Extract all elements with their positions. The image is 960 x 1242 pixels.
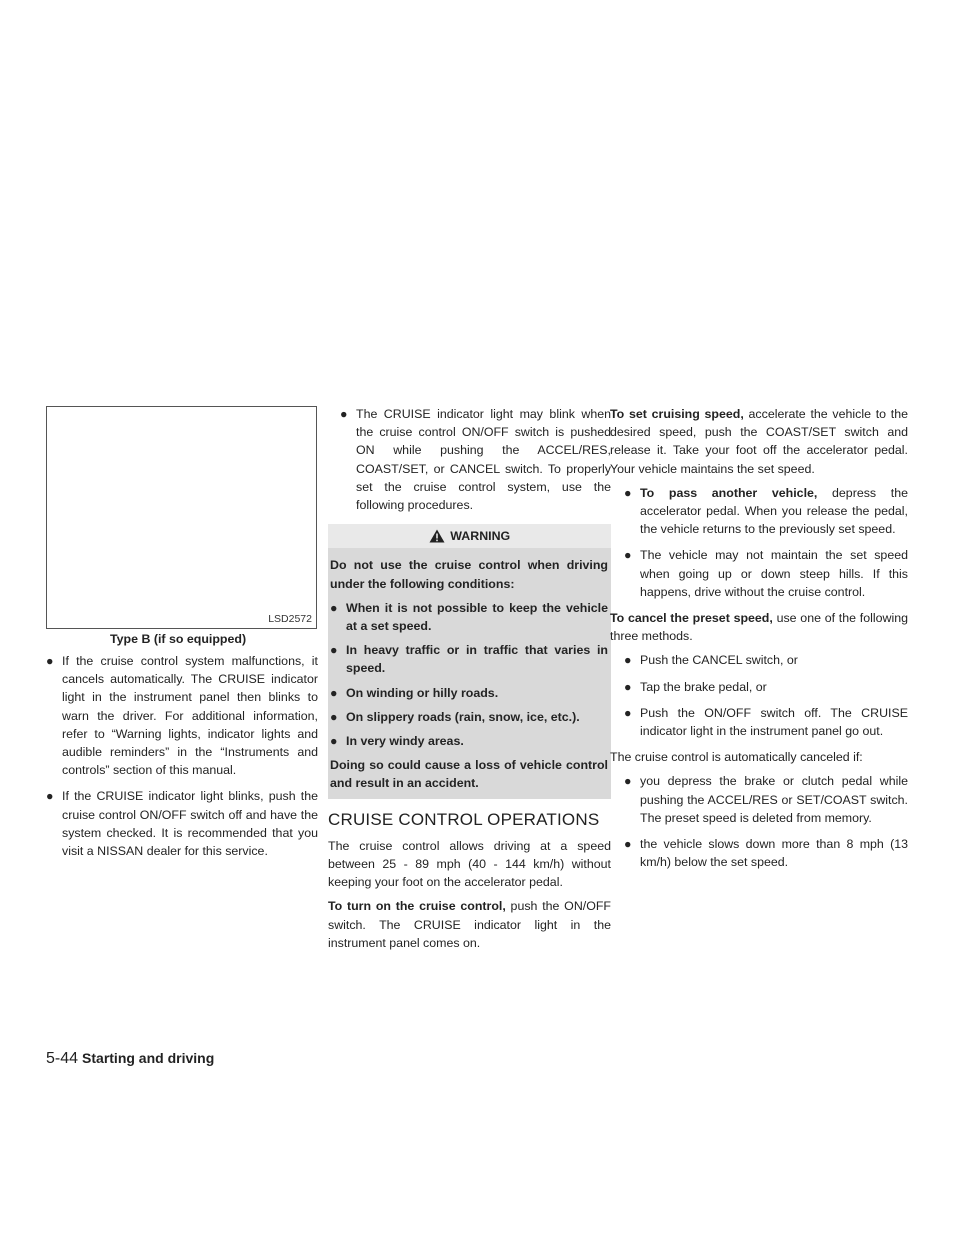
bullet-icon: ● [330,600,338,615]
warning-title: WARNING [450,529,511,544]
page-number: 5-44 [46,1050,79,1067]
column-middle [328,405,611,958]
bullet-icon: ● [624,705,632,720]
bullet-icon: ● [624,837,632,852]
column-left [46,652,318,868]
list-item: ● To pass another vehicle, depress the accelerator pedal. When you release the pedal, the vehicle returns to the previously set speed. [624,485,908,537]
bullet-icon: ● [624,485,632,500]
bullet-icon: ● [624,653,632,668]
list-item: ● If the CRUISE indicator light blinks, push the cruise control ON/OFF switch off and have the system checked. It is recommended that you visit a NISSAN dealer for this service. [46,789,318,859]
list-item: ● The vehicle may not maintain the set speed when going up or down steep hills. If this happens, drive without the cruise control. [624,548,908,599]
paragraph: To turn on the cruise control, push the ON/OFF switch. The CRUISE indicator light in the instrument panel comes on. [328,899,611,950]
warning-header [328,524,611,548]
chapter-title: Starting and driving [82,1050,215,1066]
warning-box [328,524,611,798]
list-item: ● If the cruise control system malfunctions, it cancels automatically. The CRUISE indicator light in the instrument panel then blinks to warn the driver. For additional information, refer to “Warning lights, indicator lights and audible reminders” in the “Instruments and controls” section of this manual. [46,654,318,778]
list-item: ● Push the ON/OFF switch off. The CRUISE indicator light in the instrument panel go out. [624,705,908,739]
column-right [610,405,908,879]
warning-item: ● On winding or hilly roads. [330,684,608,702]
bullet-icon: ● [624,548,632,563]
paragraph: The cruise control is automatically canceled if: [610,750,863,765]
warning-outro: Doing so could cause a loss of vehicle control and result in an accident. [330,758,608,791]
bullet-icon: ● [330,685,338,700]
warning-intro: Do not use the cruise control when driving under the following conditions: [330,558,608,591]
figure-code: LSD2572 [268,613,312,625]
list-item: ● you depress the brake or clutch pedal while pushing the ACCEL/RES or SET/COAST switch. The preset speed is deleted from memory. [624,774,908,825]
warning-icon [429,529,445,543]
list-item: ● Push the CANCEL switch, or [624,651,908,669]
bullet-icon: ● [624,679,632,694]
bullet-icon: ● [46,789,54,804]
warning-item: ● In heavy traffic or in traffic that varies in speed. [330,643,608,676]
paragraph: The cruise control allows driving at a speed between 25 - 89 mph (40 - 144 km/h) without keeping your foot on the accelerator pedal. [328,838,611,890]
bullet-icon: ● [46,654,54,668]
bullet-icon: ● [330,709,338,724]
paragraph: To set cruising speed, accelerate the vehicle to the desired speed, push the COAST/SET switch and release it. Take your foot off the accelerator pedal. Your vehicle maintains the set speed. [610,407,909,476]
list-item: ● the vehicle slows down more than 8 mph (13 km/h) below the set speed. [624,837,908,870]
bullet-icon: ● [330,643,338,658]
list-item: ● The CRUISE indicator light may blink when the cruise control ON/OFF switch is pushed ON while pushing the ACCEL/RES, COAST/SET, or CANCEL switch. To properly set the cruise control system, use the following procedures. [340,407,611,513]
warning-item: ● On slippery roads (rain, snow, ice, etc.). [330,708,608,726]
bullet-icon: ● [624,774,632,789]
list-item: ● Tap the brake pedal, or [624,678,908,696]
page-footer [46,1050,214,1068]
warning-item: ● When it is not possible to keep the vehicle at a set speed. [330,600,608,634]
bullet-icon: ● [340,407,348,421]
warning-item: ● In very windy areas. [330,732,608,750]
paragraph: To cancel the preset speed, use one of the following three methods. [610,611,908,644]
section-heading: CRUISE CONTROL OPERATIONS [328,809,600,829]
illustration-frame [46,406,317,629]
bullet-icon: ● [330,734,338,749]
figure-caption: Type B (if so equipped) [110,632,247,646]
